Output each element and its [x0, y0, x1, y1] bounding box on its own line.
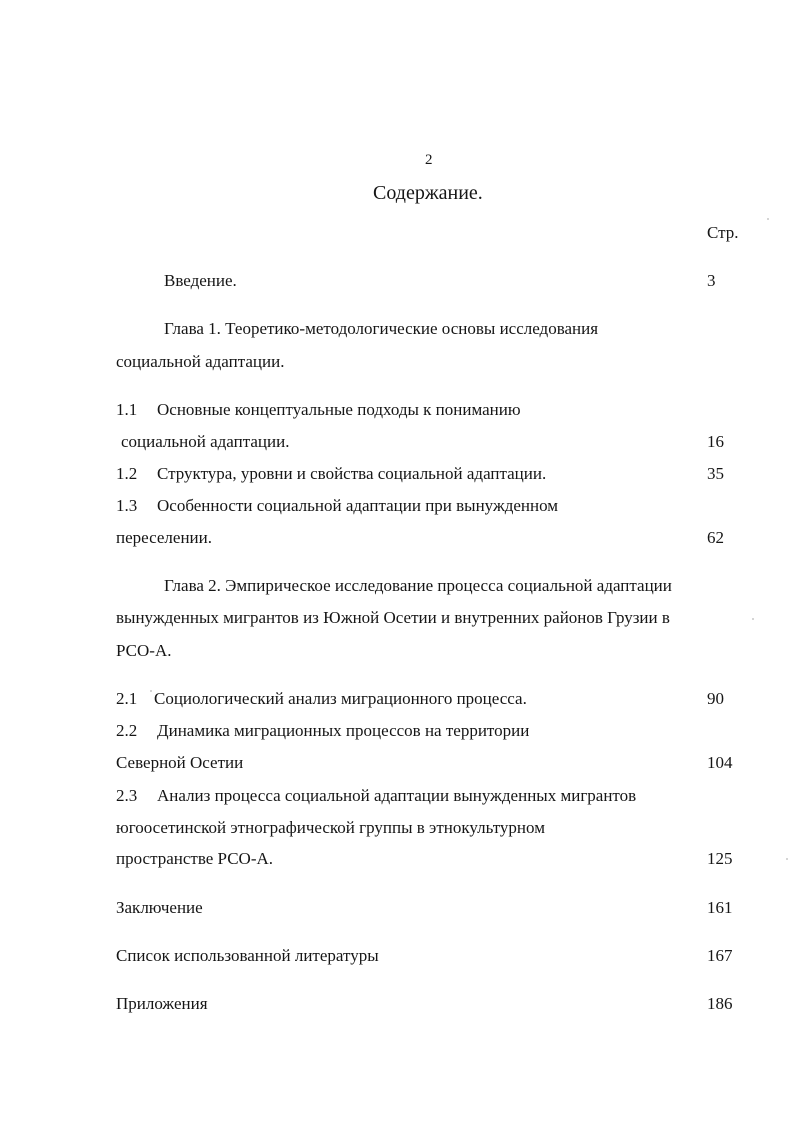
toc-section-2-3-page: 125: [707, 849, 733, 868]
page-title: Содержание.: [373, 182, 483, 204]
toc-section-1-1-number: 1.1: [116, 400, 138, 419]
toc-section-1-1-page: 16: [707, 432, 724, 451]
scan-speck: [767, 218, 769, 220]
toc-section-2-2-page: 104: [707, 753, 733, 772]
toc-section-1-2-page: 35: [707, 464, 724, 483]
toc-section-2-1-number: 2.1: [116, 689, 138, 708]
toc-appendix-page: 186: [707, 994, 733, 1013]
scan-speck: [150, 690, 152, 692]
toc-section-1-3-line2: переселении.: [116, 528, 212, 547]
toc-section-2-3-line2: югоосетинской этнографической группы в этнокультурном: [116, 818, 545, 837]
toc-section-2-2-line2: Северной Осетии: [116, 753, 244, 772]
toc-section-1-1-line1: Основные концептуальные подходы к пониманию: [157, 400, 521, 419]
toc-chapter1-line2: социальной адаптации.: [116, 352, 285, 371]
toc-appendix-label: Приложения: [116, 994, 208, 1013]
toc-chapter2-line3: РСО-А.: [116, 641, 172, 660]
toc-chapter2-line2: вынужденных мигрантов из Южной Осетии и внутренних районов Грузии в: [116, 608, 670, 627]
scan-speck: [752, 618, 754, 620]
toc-intro-page: 3: [707, 271, 716, 290]
toc-section-2-1-line1: Социологический анализ миграционного процесса.: [154, 689, 527, 708]
toc-section-1-3-number: 1.3: [116, 496, 138, 515]
toc-section-2-2-number: 2.2: [116, 721, 138, 740]
toc-section-2-2-line1: Динамика миграционных процессов на территории: [157, 721, 530, 740]
page-number: 2: [425, 152, 433, 168]
toc-section-2-3-line3: пространстве РСО-А.: [116, 849, 274, 868]
scan-speck: [786, 858, 788, 860]
toc-section-1-2-number: 1.2: [116, 464, 138, 483]
toc-section-1-1-line2: социальной адаптации.: [121, 432, 290, 451]
toc-section-2-3-number: 2.3: [116, 786, 138, 805]
toc-bibliography-label: Список использованной литературы: [116, 946, 379, 965]
toc-chapter2-line1: Глава 2. Эмпирическое исследование процесса социальной адаптации: [164, 576, 672, 595]
toc-intro-label: Введение.: [164, 271, 237, 290]
toc-conclusion-label: Заключение: [116, 898, 203, 917]
page-column-label: Стр.: [707, 223, 739, 242]
toc-section-1-3-line1: Особенности социальной адаптации при вынужденном: [157, 496, 559, 515]
toc-section-1-3-page: 62: [707, 528, 724, 547]
toc-chapter1-line1: Глава 1. Теоретико-методологические основы исследования: [164, 319, 599, 338]
toc-section-2-1-page: 90: [707, 689, 724, 708]
toc-bibliography-page: 167: [707, 946, 733, 965]
toc-conclusion-page: 161: [707, 898, 733, 917]
toc-section-1-2-line1: Структура, уровни и свойства социальной адаптации.: [157, 464, 547, 483]
toc-section-2-3-line1: Анализ процесса социальной адаптации вынужденных мигрантов: [157, 786, 637, 805]
